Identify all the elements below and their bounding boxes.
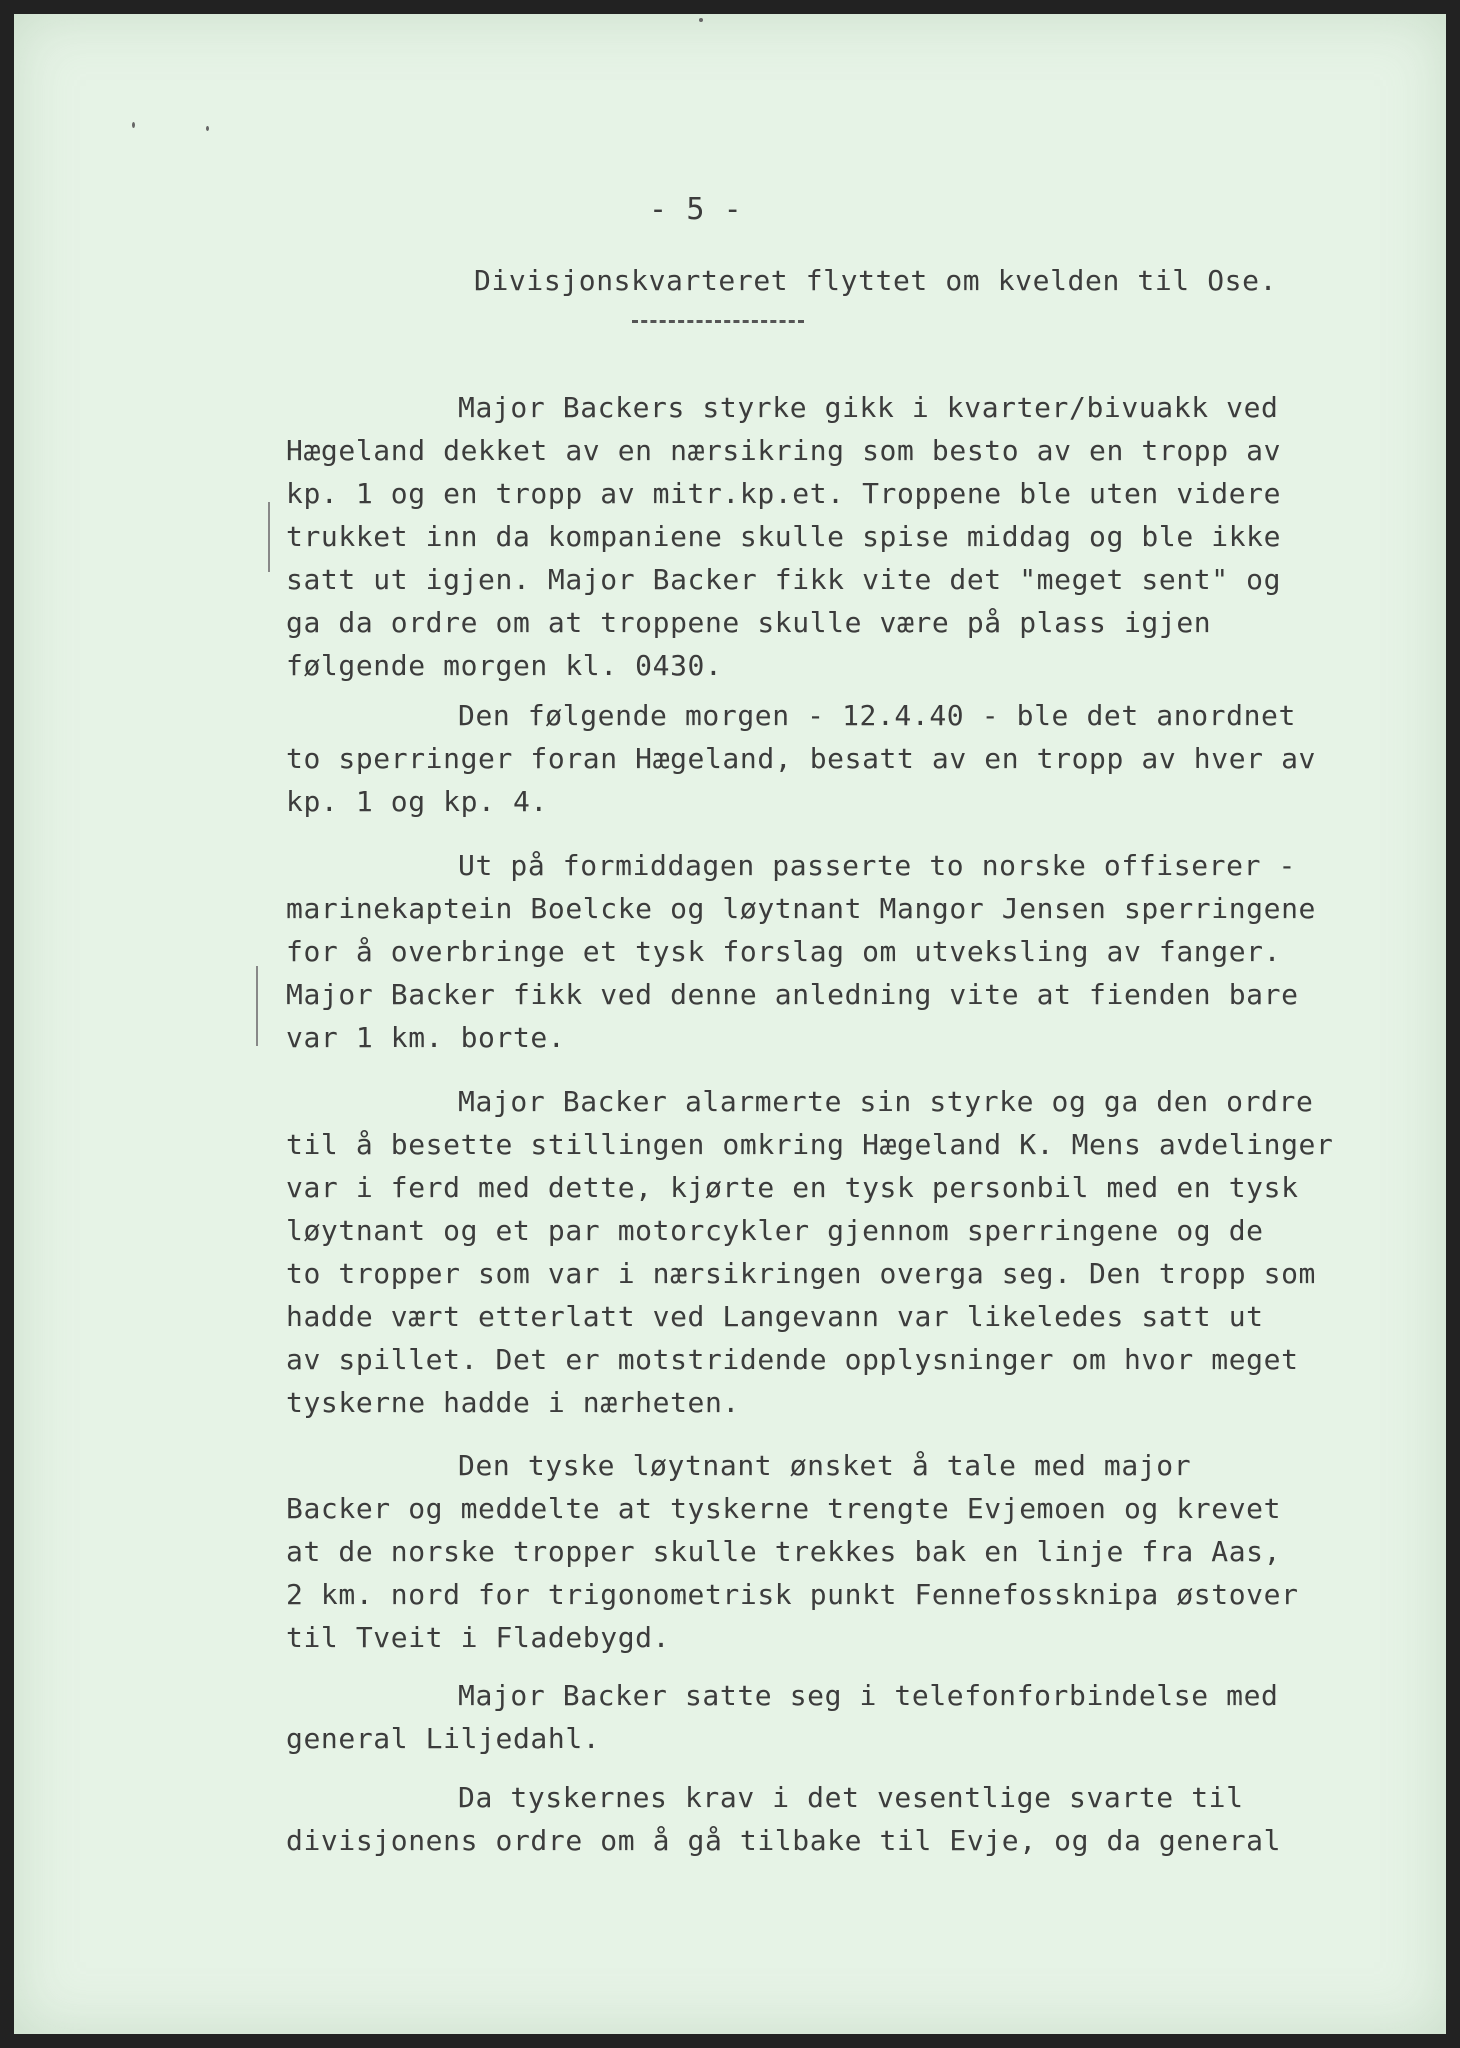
text-line: Hægeland dekket av en nærsikring som besto av en tropp av	[286, 434, 1282, 467]
text-line: for å overbringe et tysk forslag om utveksling av fanger.	[286, 935, 1282, 968]
text-line: divisjonens ordre om å gå tilbake til Evje, og da general	[286, 1824, 1282, 1857]
text-line: til å besette stillingen omkring Hægeland K. Mens avdelinger	[286, 1128, 1334, 1161]
scan-speck	[699, 18, 703, 22]
text-line: trukket inn da kompaniene skulle spise middag og ble ikke	[286, 520, 1282, 553]
scan-speck	[206, 126, 209, 131]
text-line: kp. 1 og kp. 4.	[286, 785, 548, 818]
paragraph-5	[286, 1444, 1299, 1659]
text-line: Major Backers styrke gikk i kvarter/bivuakk ved	[458, 391, 1279, 424]
text-line: Ut på formiddagen passerte to norske offiserer -	[458, 849, 1296, 882]
text-line: Major Backer fikk ved denne anledning vite at fienden bare	[286, 978, 1299, 1011]
paragraph-3	[286, 844, 1316, 1059]
text-line: to sperringer foran Hægeland, besatt av en tropp av hver av	[286, 742, 1316, 775]
text-line: kp. 1 og en tropp av mitr.kp.et. Troppene ble uten videre	[286, 477, 1282, 510]
paragraph-4	[286, 1080, 1333, 1424]
text-line: Den følgende morgen - 12.4.40 - ble det anordnet	[458, 699, 1296, 732]
text-line: ga da ordre om at troppene skulle være på plass igjen	[286, 606, 1212, 639]
text-line: to tropper som var i nærsikringen overga seg. Den tropp som	[286, 1257, 1316, 1290]
text-line: følgende morgen kl. 0430.	[286, 649, 723, 682]
text-line: general Liljedahl.	[286, 1722, 601, 1755]
text-line: marinekaptein Boelcke og løytnant Mangor Jensen sperringene	[286, 892, 1316, 925]
text-line: tyskerne hadde i nærheten.	[286, 1386, 740, 1419]
paragraph-7	[286, 1776, 1281, 1862]
paragraph-6	[286, 1674, 1279, 1760]
text-line: Major Backer alarmerte sin styrke og ga den ordre	[458, 1085, 1314, 1118]
page-number: - 5 -	[649, 192, 743, 227]
heading-underline	[632, 320, 804, 323]
text-line: var 1 km. borte.	[286, 1021, 566, 1054]
text-line: 2 km. nord for trigonometrisk punkt Fennefossknipa østover	[286, 1578, 1299, 1611]
text-line: hadde vært etterlatt ved Langevann var likeledes satt ut	[286, 1300, 1264, 1333]
document-page	[14, 14, 1446, 2034]
margin-mark	[268, 502, 270, 572]
scan-speck	[132, 122, 135, 128]
text-line: Da tyskernes krav i det vesentlige svarte til	[458, 1781, 1244, 1814]
paragraph-2	[286, 694, 1316, 823]
text-line: var i ferd med dette, kjørte en tysk personbil med en tysk	[286, 1171, 1299, 1204]
margin-mark	[256, 966, 258, 1046]
page-heading: Divisjonskvarteret flyttet om kvelden til Ose.	[474, 264, 1278, 297]
text-line: at de norske tropper skulle trekkes bak en linje fra Aas,	[286, 1535, 1282, 1568]
text-line: til Tveit i Fladebygd.	[286, 1621, 671, 1654]
text-line: satt ut igjen. Major Backer fikk vite det "meget sent" og	[286, 563, 1282, 596]
text-line: Den tyske løytnant ønsket å tale med major	[458, 1449, 1192, 1482]
paragraph-1	[286, 386, 1281, 687]
text-line: av spillet. Det er motstridende opplysninger om hvor meget	[286, 1343, 1299, 1376]
text-line: løytnant og et par motorcykler gjennom sperringene og de	[286, 1214, 1264, 1247]
text-line: Backer og meddelte at tyskerne trengte Evjemoen og krevet	[286, 1492, 1282, 1525]
text-line: Major Backer satte seg i telefonforbindelse med	[458, 1679, 1279, 1712]
